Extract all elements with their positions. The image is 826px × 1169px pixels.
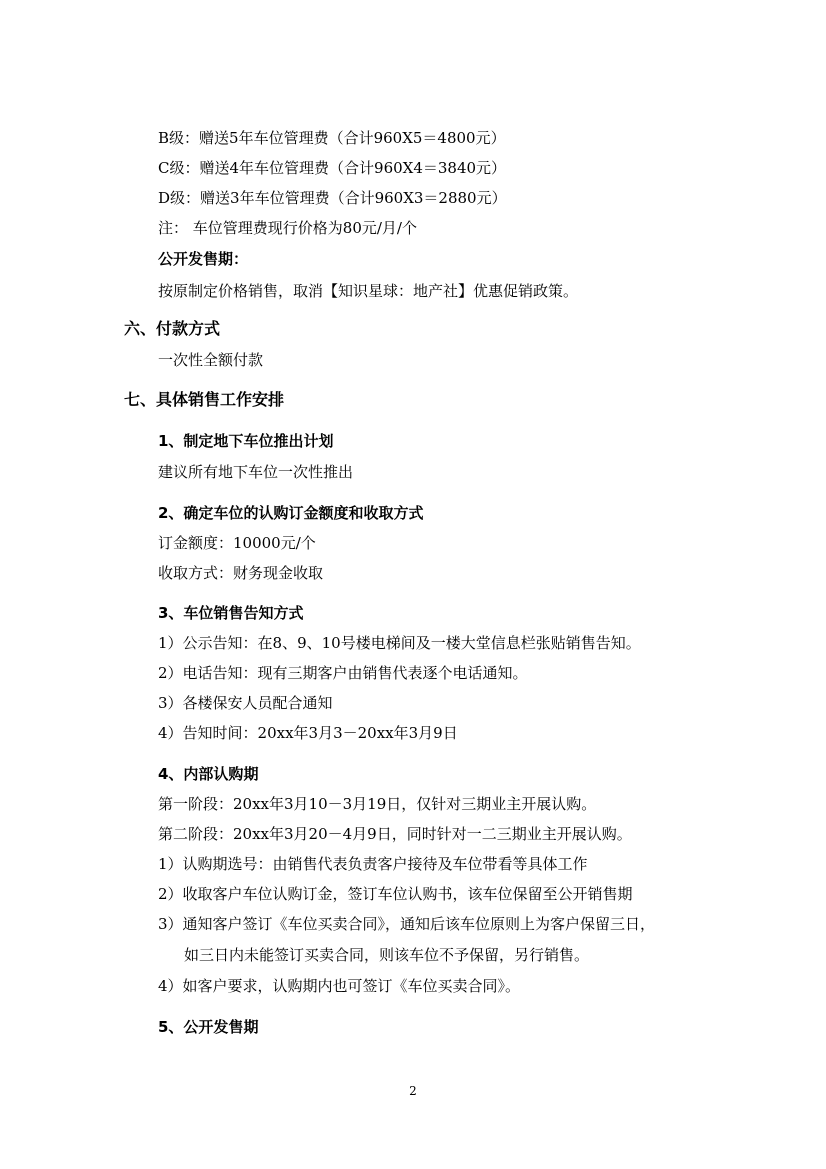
notice-line-1: 1）公示告知：在8、9、10号楼电梯间及一楼大堂信息栏张贴销售告知。 bbox=[158, 634, 641, 652]
subscription-line-3: 1）认购期选号：由销售代表负责客户接待及车位带看等具体工作 bbox=[158, 855, 588, 873]
subscription-line-7: 4）如客户要求，认购期内也可签订《车位买卖合同》。 bbox=[158, 977, 521, 995]
deposit-amount-line: 订金额度：10000元/个 bbox=[158, 534, 316, 552]
public-sale-heading: 公开发售期： bbox=[158, 250, 249, 268]
c-level-line: C级：赠送4年车位管理费（合计960X4＝3840元） bbox=[158, 159, 507, 177]
collection-method-line: 收取方式：财务现金收取 bbox=[158, 564, 324, 582]
page-number: 2 bbox=[409, 1084, 417, 1098]
section-6-text: 一次性全额付款 bbox=[158, 351, 264, 369]
subscription-line-2: 第二阶段：20xx年3月20－4月9日，同时针对一二三期业主开展认购。 bbox=[158, 825, 632, 843]
subsection-1-title: 1、制定地下车位推出计划 bbox=[158, 432, 334, 450]
subsection-1-text: 建议所有地下车位一次性推出 bbox=[158, 463, 354, 481]
subscription-line-4: 2）收取客户车位认购订金，签订车位认购书，该车位保留至公开销售期 bbox=[158, 885, 633, 903]
subsection-3-title: 3、车位销售告知方式 bbox=[158, 604, 304, 622]
subsection-5-title: 5、公开发售期 bbox=[158, 1018, 259, 1036]
subscription-line-6: 如三日内未能签订买卖合同，则该车位不予保留，另行销售。 bbox=[184, 946, 590, 964]
public-sale-text: 按原制定价格销售，取消【知识星球：地产社】优惠促销政策。 bbox=[158, 282, 579, 300]
subscription-line-1: 第一阶段：20xx年3月10－3月19日，仅针对三期业主开展认购。 bbox=[158, 795, 597, 813]
note-line: 注： 车位管理费现行价格为80元/月/个 bbox=[158, 219, 417, 237]
section-7-title: 七、具体销售工作安排 bbox=[124, 390, 285, 409]
subsection-2-title: 2、确定车位的认购订金额度和收取方式 bbox=[158, 504, 424, 522]
subsection-4-title: 4、内部认购期 bbox=[158, 765, 259, 783]
notice-line-4: 4）告知时间：20xx年3月3－20xx年3月9日 bbox=[158, 724, 458, 742]
b-level-line: B级：赠送5年车位管理费（合计960X5＝4800元） bbox=[158, 129, 506, 147]
d-level-line: D级：赠送3年车位管理费（合计960X3＝2880元） bbox=[158, 189, 507, 207]
notice-line-3: 3）各楼保安人员配合通知 bbox=[158, 694, 333, 712]
notice-line-2: 2）电话告知：现有三期客户由销售代表逐个电话通知。 bbox=[158, 664, 528, 682]
subscription-line-5: 3）通知客户签订《车位买卖合同》，通知后该车位原则上为客户保留三日， bbox=[158, 915, 656, 933]
section-6-title: 六、付款方式 bbox=[124, 319, 221, 338]
